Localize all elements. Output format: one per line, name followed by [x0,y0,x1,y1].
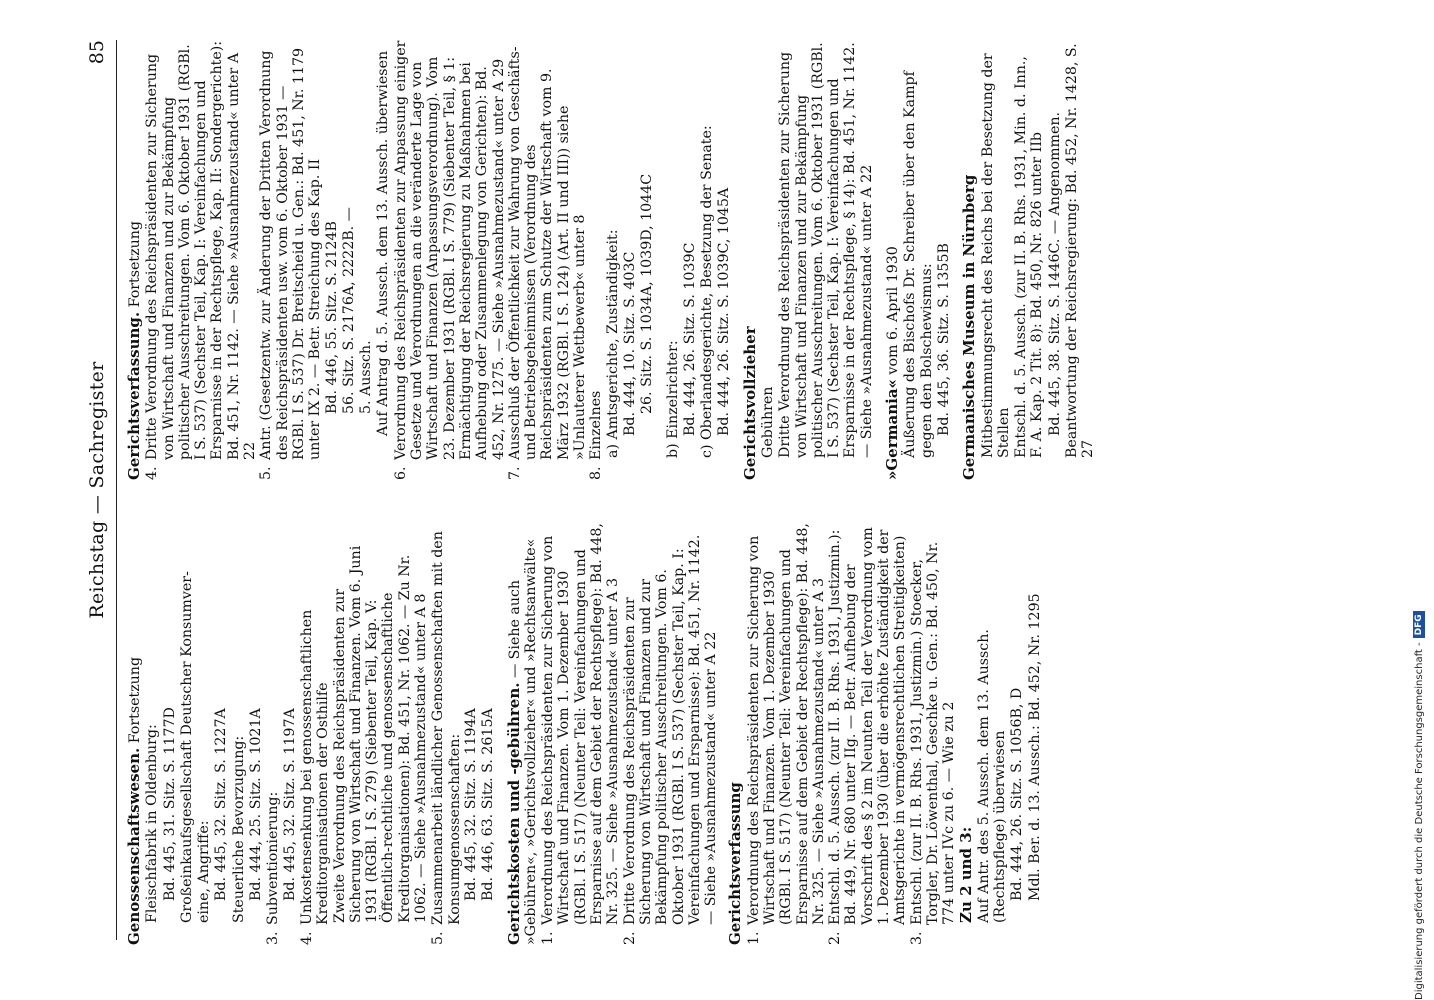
line-text: Auf Antrag d. 5. Aussch. dem 13. Aussch. überwiesen [375,50,392,436]
line-text: Zweite Verordnung des Reichspräsidenten zur Sicherung von Wirtschaft und Finanzen. Vom 6. Juni 1931 (RGBl. I S. 279) (Siebenter Teil, Kap. V: Öffentlich-rechtliche und genossenschaftliche Kreditorganisationen): Bd. 451, Nr. 1062. — Zu Nr. 1062. — Siehe »Ausnahmezustand« unter A 8 [331,545,430,923]
index-line [1009,520,1025,945]
line-text: Bd. 445, 32. Sitz. S. 1227A [213,708,230,901]
index-line [716,40,732,480]
line-text: Bd. 444, 26. Sitz. S. 1039C, 1045A [716,187,733,436]
line-text: Bd. 444, 25. Sitz. S. 1021A [248,708,265,901]
line-text: Beantwortung der Reichsregierung: Bd. 452, Nr. 1428, S. 27 [1064,43,1097,458]
index-line [1013,40,1046,480]
index-line [699,40,715,480]
entry-number: 1. [745,931,762,945]
line-text: Bd. 444, 26. Sitz. S. 1039C [681,242,698,436]
index-entry [622,520,720,945]
page-header [80,40,117,940]
index-line [1047,40,1063,480]
index-line [162,520,178,945]
line-text: Bd. 446, 63. Sitz. S. 2615A [480,708,497,901]
index-entry [393,40,507,480]
index-entry [265,520,281,945]
line-text: 5. Aussch. [358,340,375,414]
index-line [144,520,160,945]
index-line [936,40,952,480]
line-text: Fortsetzung [127,221,143,312]
index-heading [126,520,143,945]
keyword: Germanisches Museum in Nürnberg [960,174,979,480]
keyword: Gerichtsvollzieher [740,326,759,480]
line-text: b) Einzelrichter: [664,340,681,458]
index-line [760,40,776,480]
credit-text: Digitalisierung gefördert durch die Deutsche Forschungsgemeinschaft - [1413,642,1425,1000]
entry-text: Dritte Verordnung des Reichspräsidenten zur Sicherung von Wirtschaft und Finanzen und zur Bekämpfung politischer Ausschreitungen. Vom 6. Oktober 1931 (RGBl. I S. 537) (Sechster Teil, Kap. I: Vereinfachungen und Ersparnisse): Bd. 451, Nr. 1142. — Siehe »Ausnahmezustand« unter A 22 [621,534,720,925]
index-entry [430,520,463,945]
line-text: Bd. 445, 31. Sitz. S. 1177D [161,707,178,901]
index-heading [727,520,744,945]
line-text: Fortsetzung [127,656,143,748]
line-text: Bd. 445, 36. Sitz. S. 1355B [935,243,952,436]
index-line [332,520,430,945]
index-line [1064,40,1097,480]
entry-text: Entschl. (zur II. B. Rhs. 1931, Justizmin.) Stoecker, Torgler, Dr. Löwenthal, Geschke u. Gen.: Bd. 450, Nr. 774 unter IVc zu 6. — Wie zu 2 [908,541,958,925]
index-entry [746,520,827,945]
entry-text: Verordnung des Reichspräsidenten zur Sicherung von Wirtschaft und Finanzen. Vom 1. Dezember 1930 (RGBl. I S. 517) (Neunter Teil: Vereinfachungen und Ersparnisse auf dem Gebiet der Rechtspflege): Bd. 448, Nr. 325. — Siehe »Ausnahmezustand« unter A 3 [540,523,622,925]
page-number: 85 [86,40,108,65]
index-line [976,520,1009,945]
line-text: Fleischfabrik in Oldenburg: [144,724,161,923]
keyword: Genossenschaftswesen. [125,747,143,945]
index-line [622,40,638,480]
spacer [657,40,665,480]
entry-number: 8. [588,466,605,480]
index-line [324,40,340,480]
entry-text: Ausschluß der Öffentlichkeit zur Wahrung von Geschäfts- und Betriebsgeheimnissen (Verordnung des Reichspräsidenten zum Schutze der Wirtschaft vom 9. März 1932 (RGBl. I S. 124) (Art. II und III)) siehe »Unlauterer Wettbewerb« unter 8 [506,46,589,460]
line-text: Bd. 445, 32. Sitz. S. 1194A [462,708,479,901]
index-entry [507,40,588,480]
index-entry [540,520,621,945]
index-line [1027,520,1043,945]
index-line [196,520,212,945]
line-text: c) Oberlandesgerichte, Besetzung der Senate: [699,125,716,458]
index-line [358,40,374,480]
index-heading [126,40,143,480]
index-line [179,520,195,945]
index-line [665,40,681,480]
line-text: vom 6. April 1930 [885,246,902,380]
entry-number: 6. [392,466,409,480]
keyword: »Germania« [883,379,902,480]
index-line [231,520,247,945]
dfg-logo: DFG [1413,611,1425,638]
line-text: Äußerung des Bischofs Dr. Schreiber über den Kampf gegen den Bolschewismus: [902,71,935,458]
index-entry [909,520,958,945]
line-text: Bd. 444, 26. Sitz. S. 1056B, D [1009,687,1026,901]
entry-text: Einzelnes [588,390,605,460]
index-line [777,40,875,480]
index-line [375,40,391,480]
digitization-credit-strip [1404,0,1434,1000]
entry-number: 5. [258,466,275,480]
line-text: Auf Antr. des 5. Aussch. dem 13. Aussch. (Rechtspflege) überwiesen [975,629,1009,923]
line-text: eine, Angriffe: [196,820,213,923]
entry-number: 4. [298,931,315,945]
line-text: a) Amtsgerichte, Zuständigkeit: [604,229,621,458]
index-line [639,40,655,480]
line-text: Bd. 444, 10. Sitz. S. 403C [621,251,638,436]
index-line [605,40,621,480]
index-line [213,520,229,945]
index-heading [884,40,901,480]
keyword: Gerichtskosten und -gebühren. [504,682,523,945]
column-right [126,40,1098,480]
index-line [682,40,698,480]
index-entry [299,520,332,945]
entry-number: 4. [144,466,161,480]
index-line [980,40,1013,480]
entry-text: Dritte Verordnung des Reichspräsidenten zur Sicherung von Wirtschaft und Finanzen und zur Bekämpfung politischer Ausschreitungen. Vom 6. Oktober 1931 (RGBl. I S. 537) (Sechster Teil, Kap. I: Vereinfachungen und Ersparnisse in der Rechtspflege, Kap. II: Sondergerichte): Bd. 451, Nr. 1142. — Siehe »Ausnahmezustand« unter A 22 [144,40,259,460]
line-text: Bd. 445, 32. Sitz. S. 1197A [281,708,298,901]
keyword: Gerichtsverfassung [726,782,745,945]
entry-number: 7. [506,466,523,480]
entry-number: 2. [827,931,844,945]
index-heading [961,40,978,480]
entry-text: Antr. (Gesetzentw. zur Änderung der Dritten Verordnung des Reichspräsidenten usw. vom 6. Oktober 1931 — RGBl. I S. 537) Dr. Breitscheid u. Gen.: Bd. 451, Nr. 1179 unter IX 2. — Betr. Streichung des Kap. II [258,47,324,460]
line-text: — Siehe auch »Gebühren«, »Gerichtsvollzieher« und »Rechtsanwälte« [506,538,539,945]
entry-number: 2. [621,931,638,945]
keyword: Gerichtsverfassung. [125,311,143,480]
index-heading [742,40,759,480]
index-line [902,40,935,480]
line-text: Dritte Verordnung des Reichspräsidenten zur Sicherung von Wirtschaft und Finanzen und zur Bekämpfung politischer Ausschreitungen. Vom 6. Oktober 1931 (RGBl. I S. 537) (Sechster Teil, Kap. I: Vereinfachungen und Ersparnisse in der Rechtspflege, § 14): Bd. 451, Nr. 1142. — Siehe »Ausnahmezustand« unter A 22 [777,42,875,458]
entry-text: Entschl. d. 5. Aussch. (zur II. B. Rhs. 1931, Justizmin.): Bd. 449, Nr. 680 unter IIg. — Betr. Aufhebung der Vorschrift des § 2 im Neunten Teil der Verordnung vom 1. Dezember 1930 (über die erhöhte Zuständigkeit der Amtsgerichte in vermögensrechtlichen Streitigkeiten) [827,527,909,925]
entry-number: 3. [265,931,282,945]
line-text: Gebühren [759,386,776,458]
keyword: Zu 2 und 3: [956,826,975,923]
column-left [126,520,1044,945]
index-line [341,40,357,480]
line-text: Entschl. d. 5. Aussch. (zur II. B. Rhs. 1931, Min. d. Inn., F. A. Kap. 2 Tit. 8): Bd. 450, Nr. 826 unter IIb [1013,56,1046,458]
index-entry [588,40,604,480]
index-entry [258,40,323,480]
line-text: Großeinkaufsgesellschaft Deutscher Konsumver- [178,571,195,923]
index-entry [827,520,908,945]
index-heading [958,520,975,945]
document [80,0,1280,1000]
entry-text: Verordnung des Reichspräsidenten zur Sicherung von Wirtschaft und Finanzen. Vom 1. Dezember 1930 (RGBl. I S. 517) (Neunter Teil: Vereinfachungen und Ersparnisse auf dem Gebiet der Rechtspflege): Bd. 448, Nr. 325. — Siehe »Ausnahmezustand« unter A 3 [745,523,827,925]
index-heading [506,520,540,945]
entry-number: 3. [908,931,925,945]
entry-number: 1. [540,931,557,945]
entry-number: 5. [430,931,447,945]
line-text: 26. Sitz. S. 1034A, 1039D, 1044C [639,173,656,414]
line-text: Bd. 445, 38. Sitz. S. 1446C. — Angenommen. [1046,111,1063,436]
page-title: Reichstag — Sachregister [86,361,108,619]
index-line [480,520,496,945]
entry-text: Verordnung des Reichspräsidenten zur Anpassung einiger Gesetze und Verordnungen an die veränderte Lage von Wirtschaft und Finanzen (Anpassungsverordnung). Vom 23. Dezember 1931 (RGBl. I S. 779) (Siebenter Teil, § 1: Ermächtigung der Reichsregierung zu Maßnahmen bei Aufhebung oder Zusammenlegung von Gerichten): Bd. 452, Nr. 1275. — Siehe »Ausnahmezustand« unter A 29 [392,40,507,460]
index-line [463,520,479,945]
line-text: Bd. 446, 55. Sitz. S. 2124B [323,221,340,414]
index-line [248,520,264,945]
line-text: Mitbestimmungsrecht des Reichs bei der Besetzung der Stellen [979,53,1012,458]
entry-text: Zusammenarbeit ländlicher Genossenschaften mit den Konsumgenossenschaften: [430,531,463,925]
entry-text: Subventionierung: [265,791,282,925]
index-entry [144,40,258,480]
line-text: Mdl. Ber. d. 13. Aussch.: Bd. 452, Nr. 1295 [1026,593,1043,901]
line-text: Steuerliche Bevorzugung: [230,735,247,923]
index-line [282,520,298,945]
entry-text: Unkostensenkung bei genossenschaftlichen Kreditorganisationen der Osthilfe [298,609,332,925]
line-text: 56. Sitz. S. 2176A, 2222B. — [340,207,357,414]
